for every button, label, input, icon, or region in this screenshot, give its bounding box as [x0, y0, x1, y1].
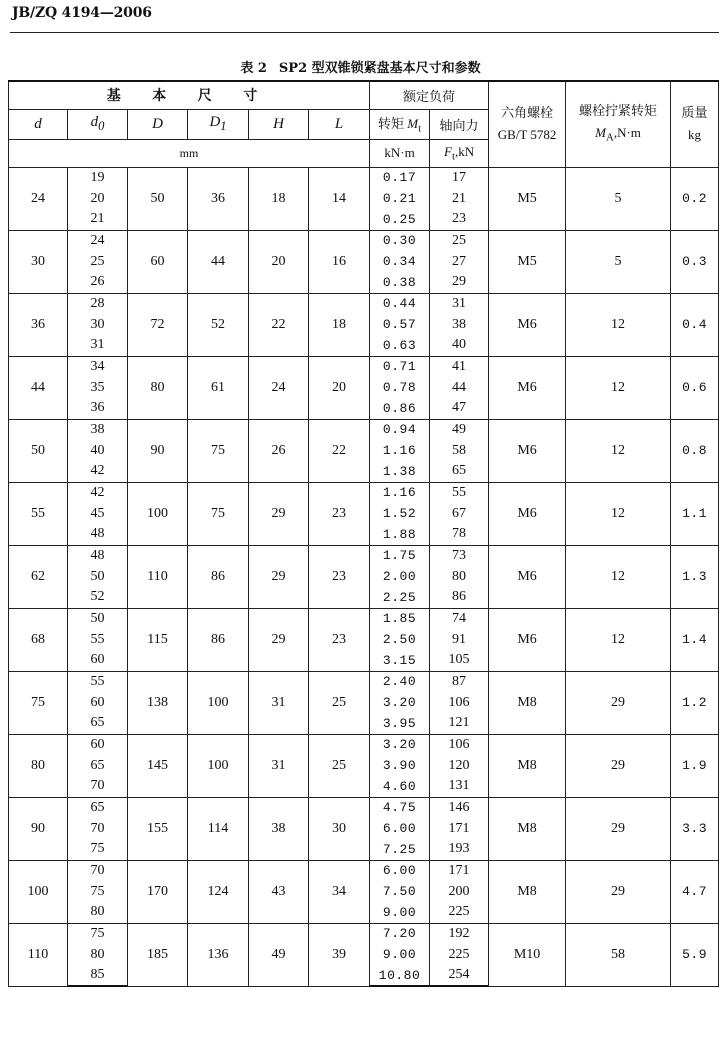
cell-d: 62 [9, 545, 68, 608]
cell-d0: 65 [68, 755, 128, 776]
table-row [9, 608, 719, 629]
cell-mt: 7.20 [370, 923, 430, 944]
cell-d: 80 [9, 734, 68, 797]
col-torque-mt: 转矩 $M_t$ [370, 109, 430, 139]
cell-mass: 0.3 [671, 230, 719, 293]
cell-L: 14 [309, 167, 370, 230]
cell-ft: 171 [430, 860, 489, 881]
cell-ft: 23 [430, 209, 489, 230]
cell-d0: 65 [68, 713, 128, 734]
col-H: H [249, 109, 309, 139]
cell-D: 100 [128, 482, 188, 545]
cell-ma: 12 [566, 419, 671, 482]
header-rule [10, 32, 719, 33]
cell-d0: 34 [68, 356, 128, 377]
cell-mt: 1.75 [370, 545, 430, 566]
cell-L: 23 [309, 608, 370, 671]
cell-D: 138 [128, 671, 188, 734]
cell-mt: 7.25 [370, 839, 430, 860]
cell-ft: 193 [430, 839, 489, 860]
cell-ft: 29 [430, 272, 489, 293]
cell-D1: 136 [188, 923, 249, 986]
cell-d0: 80 [68, 902, 128, 923]
cell-D1: 61 [188, 356, 249, 419]
cell-mt: 0.57 [370, 314, 430, 335]
cell-mass: 4.7 [671, 860, 719, 923]
cell-d0: 75 [68, 881, 128, 902]
cell-mt: 0.17 [370, 167, 430, 188]
cell-mass: 0.8 [671, 419, 719, 482]
table-row [9, 230, 719, 251]
cell-H: 31 [249, 671, 309, 734]
cell-mass: 1.1 [671, 482, 719, 545]
cell-d0: 26 [68, 272, 128, 293]
cell-ft: 105 [430, 650, 489, 671]
cell-D1: 52 [188, 293, 249, 356]
cell-ft: 192 [430, 923, 489, 944]
cell-mt: 2.25 [370, 587, 430, 608]
cell-d0: 35 [68, 377, 128, 398]
header-row-groups [9, 81, 719, 109]
cell-ft: 86 [430, 587, 489, 608]
cell-d0: 25 [68, 251, 128, 272]
cell-L: 20 [309, 356, 370, 419]
cell-d: 110 [9, 923, 68, 986]
cell-mt: 3.95 [370, 713, 430, 734]
table-row [9, 293, 719, 314]
cell-H: 38 [249, 797, 309, 860]
cell-d: 75 [9, 671, 68, 734]
cell-d0: 48 [68, 545, 128, 566]
cell-mt: 4.60 [370, 776, 430, 797]
col-d: d [9, 109, 68, 139]
table-title-text: SP2 型双锥锁紧盘基本尺寸和参数 [278, 61, 481, 76]
table-row [9, 923, 719, 944]
cell-mass: 1.2 [671, 671, 719, 734]
cell-D: 72 [128, 293, 188, 356]
cell-d: 30 [9, 230, 68, 293]
table-row [9, 797, 719, 818]
cell-bolt: M8 [489, 734, 566, 797]
cell-H: 26 [249, 419, 309, 482]
cell-mt: 2.40 [370, 671, 430, 692]
cell-mt: 1.38 [370, 461, 430, 482]
cell-ma: 5 [566, 230, 671, 293]
cell-mt: 1.52 [370, 503, 430, 524]
cell-ft: 78 [430, 524, 489, 545]
cell-D: 155 [128, 797, 188, 860]
cell-d0: 75 [68, 923, 128, 944]
cell-ma: 29 [566, 860, 671, 923]
cell-d0: 70 [68, 860, 128, 881]
cell-D1: 36 [188, 167, 249, 230]
cell-ft: 38 [430, 314, 489, 335]
cell-ft: 27 [430, 251, 489, 272]
cell-d0: 40 [68, 440, 128, 461]
cell-D1: 75 [188, 419, 249, 482]
cell-L: 18 [309, 293, 370, 356]
cell-mt: 0.71 [370, 356, 430, 377]
cell-H: 20 [249, 230, 309, 293]
cell-ma: 29 [566, 671, 671, 734]
table-row [9, 860, 719, 881]
cell-ft: 25 [430, 230, 489, 251]
cell-bolt: M8 [489, 797, 566, 860]
cell-L: 25 [309, 734, 370, 797]
cell-ma: 12 [566, 482, 671, 545]
cell-L: 16 [309, 230, 370, 293]
cell-L: 30 [309, 797, 370, 860]
cell-L: 39 [309, 923, 370, 986]
table-container [8, 80, 718, 987]
cell-ft: 106 [430, 692, 489, 713]
cell-ma: 12 [566, 293, 671, 356]
cell-mt: 0.63 [370, 335, 430, 356]
cell-mt: 9.00 [370, 902, 430, 923]
cell-d0: 50 [68, 566, 128, 587]
cell-mt: 6.00 [370, 818, 430, 839]
cell-mt: 0.78 [370, 377, 430, 398]
unit-mt: kN·m [370, 139, 430, 167]
cell-ft: 91 [430, 629, 489, 650]
cell-ft: 40 [430, 335, 489, 356]
cell-mass: 0.6 [671, 356, 719, 419]
cell-ft: 171 [430, 818, 489, 839]
cell-d0: 65 [68, 797, 128, 818]
cell-D: 145 [128, 734, 188, 797]
cell-D1: 100 [188, 734, 249, 797]
table-row [9, 356, 719, 377]
cell-ft: 49 [430, 419, 489, 440]
cell-d0: 45 [68, 503, 128, 524]
cell-d0: 30 [68, 314, 128, 335]
cell-ft: 254 [430, 965, 489, 986]
cell-ft: 44 [430, 377, 489, 398]
cell-ft: 74 [430, 608, 489, 629]
cell-d0: 60 [68, 650, 128, 671]
cell-mass: 0.4 [671, 293, 719, 356]
cell-D: 80 [128, 356, 188, 419]
cell-mt: 0.94 [370, 419, 430, 440]
cell-d0: 55 [68, 671, 128, 692]
cell-d0: 38 [68, 419, 128, 440]
cell-ft: 67 [430, 503, 489, 524]
cell-D1: 86 [188, 545, 249, 608]
cell-bolt: M5 [489, 230, 566, 293]
cell-d0: 19 [68, 167, 128, 188]
cell-bolt: M5 [489, 167, 566, 230]
cell-D1: 75 [188, 482, 249, 545]
cell-H: 43 [249, 860, 309, 923]
cell-ft: 225 [430, 944, 489, 965]
cell-D: 110 [128, 545, 188, 608]
cell-ft: 87 [430, 671, 489, 692]
cell-ft: 120 [430, 755, 489, 776]
cell-mt: 6.00 [370, 860, 430, 881]
cell-mt: 3.20 [370, 692, 430, 713]
cell-bolt: M6 [489, 419, 566, 482]
cell-d0: 80 [68, 944, 128, 965]
cell-d: 55 [9, 482, 68, 545]
cell-mt: 0.25 [370, 209, 430, 230]
cell-bolt: M6 [489, 293, 566, 356]
cell-mt: 0.38 [370, 272, 430, 293]
cell-ft: 73 [430, 545, 489, 566]
cell-ft: 17 [430, 167, 489, 188]
cell-D1: 86 [188, 608, 249, 671]
cell-d0: 20 [68, 188, 128, 209]
col-D1: $D_1$ [188, 109, 249, 139]
cell-H: 29 [249, 545, 309, 608]
cell-mass: 0.2 [671, 167, 719, 230]
cell-mt: 3.90 [370, 755, 430, 776]
cell-L: 25 [309, 671, 370, 734]
cell-mt: 0.30 [370, 230, 430, 251]
cell-d0: 70 [68, 776, 128, 797]
cell-ft: 200 [430, 881, 489, 902]
cell-ft: 47 [430, 398, 489, 419]
cell-D1: 114 [188, 797, 249, 860]
cell-d0: 50 [68, 608, 128, 629]
cell-d: 44 [9, 356, 68, 419]
cell-ft: 65 [430, 461, 489, 482]
cell-mt: 9.00 [370, 944, 430, 965]
cell-H: 31 [249, 734, 309, 797]
cell-mass: 1.3 [671, 545, 719, 608]
table-row [9, 734, 719, 755]
group-basic-dimensions: 基 本 尺 寸 [9, 81, 370, 109]
table-row [9, 419, 719, 440]
cell-d0: 60 [68, 692, 128, 713]
cell-d0: 75 [68, 839, 128, 860]
cell-mass: 1.9 [671, 734, 719, 797]
col-mass: 质量 kg [671, 81, 719, 167]
cell-ft: 146 [430, 797, 489, 818]
cell-d: 100 [9, 860, 68, 923]
cell-ft: 31 [430, 293, 489, 314]
cell-bolt: M8 [489, 671, 566, 734]
cell-mt: 2.00 [370, 566, 430, 587]
cell-ft: 58 [430, 440, 489, 461]
cell-d0: 70 [68, 818, 128, 839]
cell-d0: 85 [68, 965, 128, 986]
cell-ma: 5 [566, 167, 671, 230]
table-row [9, 482, 719, 503]
cell-ma: 12 [566, 356, 671, 419]
cell-d0: 52 [68, 587, 128, 608]
unit-ft: $F_t,kN$ [430, 139, 489, 167]
cell-L: 23 [309, 482, 370, 545]
cell-D: 60 [128, 230, 188, 293]
cell-H: 29 [249, 608, 309, 671]
cell-ma: 12 [566, 608, 671, 671]
table-row [9, 167, 719, 188]
cell-d: 68 [9, 608, 68, 671]
cell-mt: 1.88 [370, 524, 430, 545]
cell-bolt: M8 [489, 860, 566, 923]
col-hex-bolt: 六角螺栓 GB/T 5782 [489, 81, 566, 167]
cell-mass: 5.9 [671, 923, 719, 986]
cell-ft: 225 [430, 902, 489, 923]
table-row [9, 671, 719, 692]
cell-mt: 4.75 [370, 797, 430, 818]
cell-H: 22 [249, 293, 309, 356]
cell-ma: 12 [566, 545, 671, 608]
table-body [9, 167, 719, 986]
cell-mt: 0.86 [370, 398, 430, 419]
table-label: 表 2 [240, 61, 267, 76]
cell-d0: 28 [68, 293, 128, 314]
units-mm: mm [9, 139, 370, 167]
cell-d: 36 [9, 293, 68, 356]
cell-D1: 100 [188, 671, 249, 734]
cell-D1: 124 [188, 860, 249, 923]
cell-d0: 42 [68, 461, 128, 482]
cell-d0: 24 [68, 230, 128, 251]
cell-mt: 1.85 [370, 608, 430, 629]
cell-mt: 0.44 [370, 293, 430, 314]
cell-D: 115 [128, 608, 188, 671]
cell-bolt: M6 [489, 482, 566, 545]
cell-d0: 55 [68, 629, 128, 650]
cell-ma: 29 [566, 734, 671, 797]
cell-L: 34 [309, 860, 370, 923]
cell-ft: 21 [430, 188, 489, 209]
cell-D: 185 [128, 923, 188, 986]
cell-H: 18 [249, 167, 309, 230]
cell-ft: 121 [430, 713, 489, 734]
cell-mt: 7.50 [370, 881, 430, 902]
cell-d0: 31 [68, 335, 128, 356]
col-bolt-torque: 螺栓拧紧转矩 $M_A,N\cdot m$ [566, 81, 671, 167]
table-title [0, 57, 721, 76]
sp2-dimensions-table [8, 80, 719, 987]
cell-mt: 10.80 [370, 965, 430, 986]
cell-ft: 80 [430, 566, 489, 587]
cell-ma: 58 [566, 923, 671, 986]
document-code: JB/ZQ 4194—2006 [12, 5, 152, 21]
cell-bolt: M6 [489, 608, 566, 671]
cell-d0: 60 [68, 734, 128, 755]
cell-ft: 106 [430, 734, 489, 755]
cell-d: 90 [9, 797, 68, 860]
cell-mt: 3.20 [370, 734, 430, 755]
cell-d0: 36 [68, 398, 128, 419]
cell-d0: 21 [68, 209, 128, 230]
cell-bolt: M6 [489, 356, 566, 419]
cell-mass: 3.3 [671, 797, 719, 860]
col-L: L [309, 109, 370, 139]
cell-mt: 1.16 [370, 482, 430, 503]
cell-mt: 0.34 [370, 251, 430, 272]
cell-H: 49 [249, 923, 309, 986]
cell-d0: 42 [68, 482, 128, 503]
cell-L: 23 [309, 545, 370, 608]
cell-ft: 41 [430, 356, 489, 377]
cell-ma: 29 [566, 797, 671, 860]
cell-mass: 1.4 [671, 608, 719, 671]
table-row [9, 545, 719, 566]
cell-ft: 131 [430, 776, 489, 797]
cell-L: 22 [309, 419, 370, 482]
cell-H: 24 [249, 356, 309, 419]
cell-bolt: M6 [489, 545, 566, 608]
col-d0: $d_0$ [68, 109, 128, 139]
cell-d: 24 [9, 167, 68, 230]
cell-D: 90 [128, 419, 188, 482]
col-axial-force: 轴向力 [430, 109, 489, 139]
cell-mt: 1.16 [370, 440, 430, 461]
cell-bolt: M10 [489, 923, 566, 986]
cell-mt: 0.21 [370, 188, 430, 209]
group-rated-load: 额定负荷 [370, 81, 489, 109]
cell-d: 50 [9, 419, 68, 482]
cell-D1: 44 [188, 230, 249, 293]
col-D: D [128, 109, 188, 139]
cell-d0: 48 [68, 524, 128, 545]
cell-D: 50 [128, 167, 188, 230]
cell-H: 29 [249, 482, 309, 545]
cell-mt: 2.50 [370, 629, 430, 650]
cell-D: 170 [128, 860, 188, 923]
cell-mt: 3.15 [370, 650, 430, 671]
cell-ft: 55 [430, 482, 489, 503]
